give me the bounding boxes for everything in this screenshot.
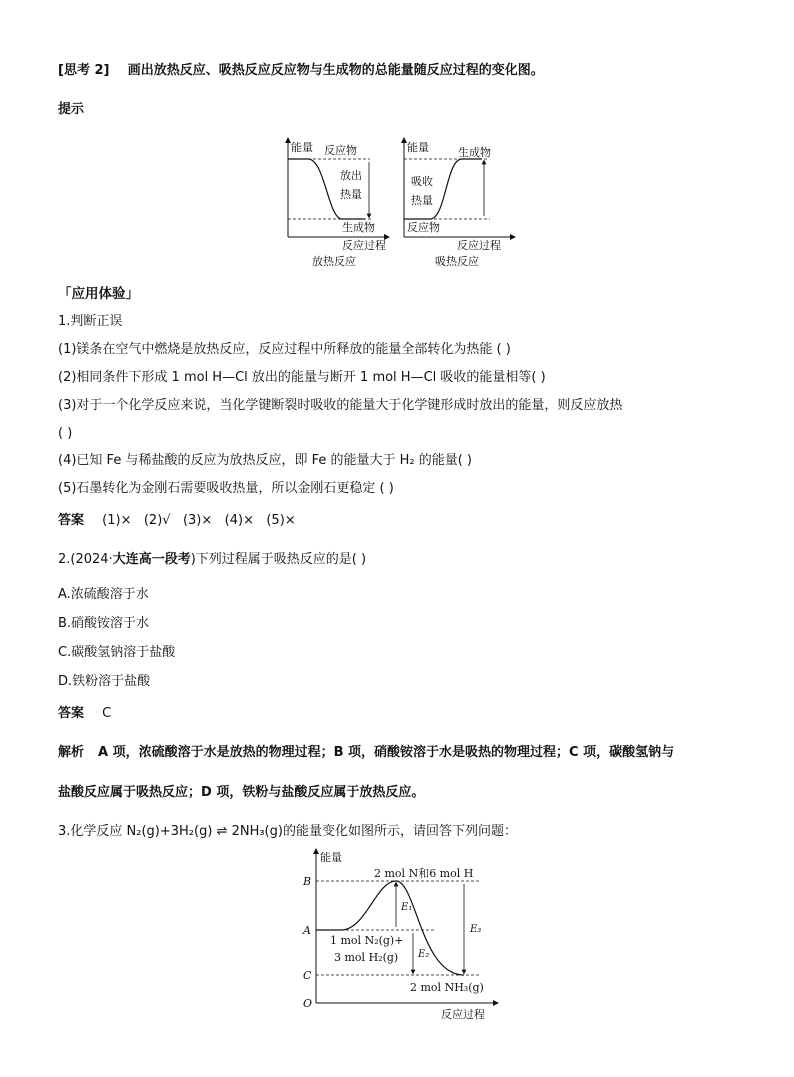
q1-item-3: (3)对于一个化学反应来说，当化学键断裂时吸收的能量大于化学键形成时放出的能量，则反应放热 [58, 398, 623, 413]
q1-answer-text: (1)× (2)√ (3)× (4)× (5)× [102, 513, 296, 528]
d2-xlabel: 反应过程 [441, 1008, 485, 1021]
q2-analysis-line-1 [58, 744, 754, 762]
q1-item-3-paren: ( ) [58, 426, 73, 441]
d2-tick-a: A [303, 924, 311, 937]
exo-chart [288, 140, 387, 268]
q1-item-2: (2)相同条件下形成 1 mol H—Cl 放出的能量与断开 1 mol H—Cl 吸收的能量相等( ) [58, 370, 546, 385]
d2-e2: E₂ [418, 949, 430, 960]
think-label: [思考 2] [58, 63, 110, 78]
q2-answer [58, 705, 754, 723]
exo-reactant: 反应物 [324, 144, 357, 157]
endo-ylabel: 能量 [407, 141, 429, 154]
q2-stem [58, 551, 754, 569]
q3-stem: 3.化学反应 N₂(g)+3H₂(g) ⇌ 2NH₃(g)的能量变化如图所示，请回答下列问题： [58, 824, 517, 839]
endo-absorb-2: 热量 [411, 194, 433, 207]
q2-answer-label: 答案 [58, 706, 85, 721]
q2-source: 大连高一段考 [112, 552, 191, 567]
d2-bottom-label: 2 mol NH₃(g) [410, 981, 484, 994]
q2-analysis-label: 解析 [58, 745, 85, 760]
d2-origin: O [303, 997, 313, 1010]
q2-option-a: A.浓硫酸溶于水 [58, 587, 149, 602]
apply-title: 「应用体验」 [58, 286, 139, 302]
exo-release-1: 放出 [340, 169, 362, 182]
q2-prefix: 2.(2024· [58, 552, 113, 567]
hint-label: 提示 [58, 102, 85, 117]
q1-answer-label: 答案 [58, 513, 85, 528]
q1-answer [58, 512, 754, 530]
q2-suffix: )下列过程属于吸热反应的是( ) [190, 552, 367, 567]
exo-xlabel: 反应过程 [342, 239, 386, 252]
exo-ylabel: 能量 [291, 141, 313, 154]
d2-ylabel: 能量 [320, 851, 342, 864]
endo-reactant: 反应物 [407, 221, 440, 234]
d2-e1: E₁ [401, 902, 413, 913]
q1-item-1: (1)镁条在空气中燃烧是放热反应，反应过程中所释放的能量全部转化为热能 ( ) [58, 342, 511, 357]
q2-analysis-text-1: A 项，浓硫酸溶于水是放热的物理过程；B 项，硝酸铵溶于水是吸热的物理过程；C 项，碳酸氢钠与 [98, 745, 675, 760]
energy-diagram-ammonia [296, 846, 506, 1022]
exo-caption: 放热反应 [312, 255, 356, 268]
q2-option-b: B.硝酸铵溶于水 [58, 616, 150, 631]
endo-caption: 吸热反应 [435, 255, 479, 268]
d2-tick-c: C [303, 969, 312, 982]
endo-xlabel: 反应过程 [457, 239, 501, 252]
q1-item-4: (4)已知 Fe 与稀盐酸的反应为放热反应，即 Fe 的能量大于 H₂ 的能量( ) [58, 453, 473, 468]
d2-mid-label-1: 1 mol N₂(g)+ [330, 934, 404, 947]
q2-analysis-line-2: 盐酸反应属于吸热反应；D 项，铁粉与盐酸反应属于放热反应。 [58, 785, 425, 800]
exo-product: 生成物 [342, 221, 375, 234]
think-question [58, 62, 754, 80]
q1-item-5: (5)石墨转化为金刚石需要吸收热量，所以金刚石更稳定 ( ) [58, 481, 394, 496]
endo-product: 生成物 [458, 146, 491, 159]
endo-absorb-1: 吸收 [411, 175, 433, 188]
q2-option-d: D.铁粉溶于盐酸 [58, 674, 151, 689]
d2-mid-label-2: 3 mol H₂(g) [334, 951, 399, 964]
q2-option-c: C.碳酸氢钠溶于盐酸 [58, 645, 176, 660]
d2-top-label: 2 mol N和6 mol H [374, 867, 474, 880]
energy-diagram-exo-endo [280, 134, 525, 274]
d2-e3: E₃ [470, 924, 482, 935]
q2-answer-text: C [102, 706, 112, 721]
d2-tick-b: B [303, 875, 312, 888]
q1-title: 1.判断正误 [58, 314, 123, 329]
exo-release-2: 热量 [340, 188, 362, 201]
think-text: 画出放热反应、吸热反应反应物与生成物的总能量随反应过程的变化图。 [127, 63, 544, 78]
endo-chart [404, 140, 513, 268]
